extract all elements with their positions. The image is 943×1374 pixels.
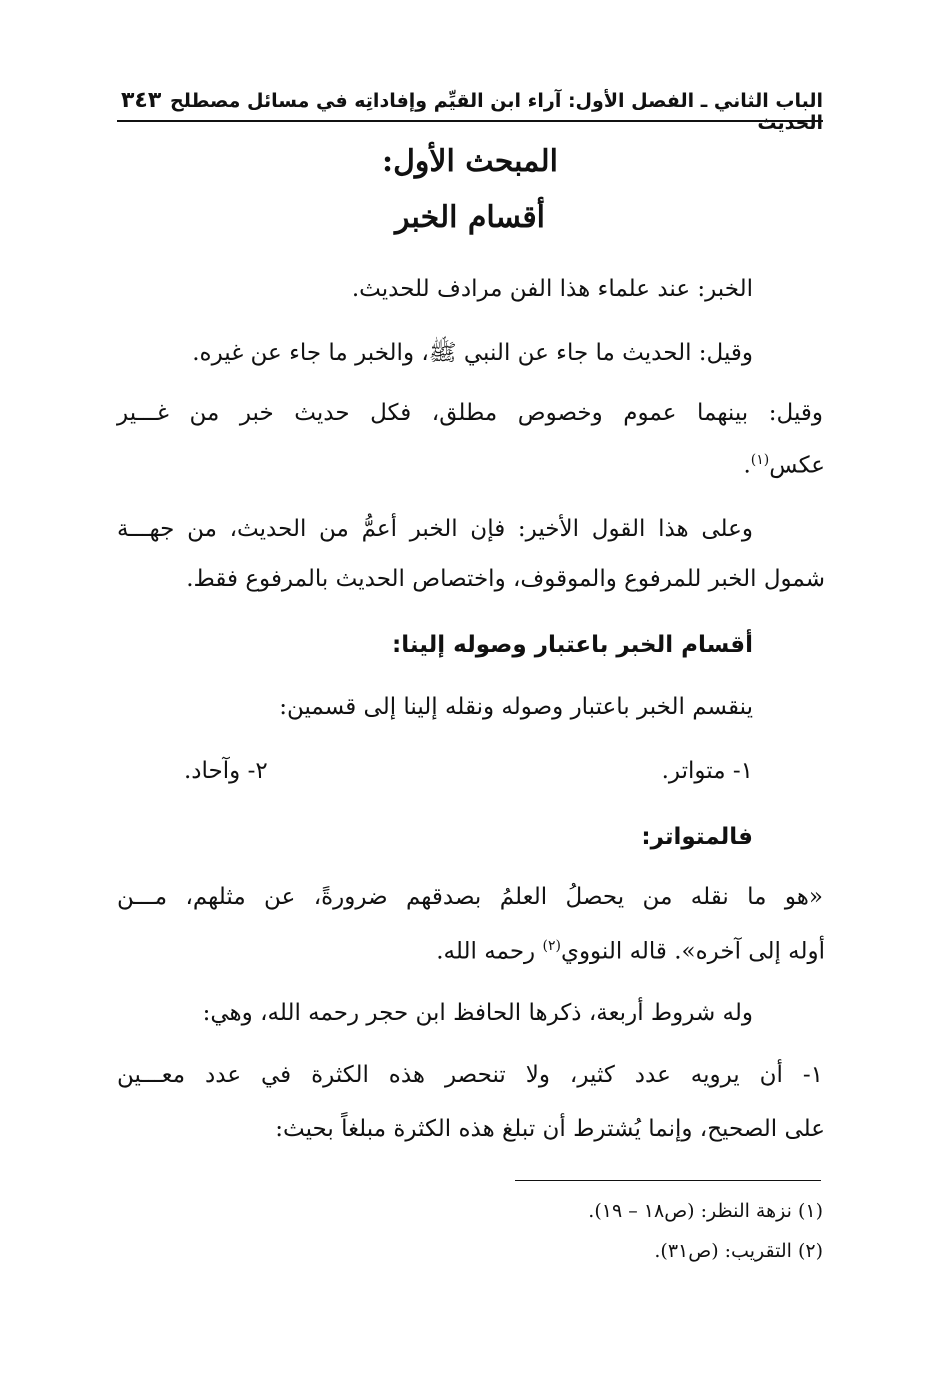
- mutawatir-definition-line-2: [436, 938, 825, 965]
- footnote-separator: [515, 1180, 821, 1181]
- paragraph-1: الخبر: عند علماء هذا الفن مرادف للحديث.: [351, 276, 753, 302]
- mutawatir-heading: فالمتواتر:: [641, 824, 753, 850]
- division-item-2: ٢- وآحاد.: [184, 758, 268, 784]
- conditions-intro: وله شروط أربعة، ذكرها الحافظ ابن حجر رحمه الله، وهي:: [202, 1000, 753, 1026]
- divisions-intro: ينقسم الخبر باعتبار وصوله ونقله إلينا إلى قسمين:: [279, 694, 753, 720]
- running-header: [117, 86, 823, 134]
- paragraph-3-line-2: [743, 452, 825, 479]
- paragraph-4-line-2: شمول الخبر للمرفوع والموقوف، واختصاص الحديث بالمرفوع فقط.: [186, 566, 825, 592]
- paragraph-3-end: .: [743, 452, 751, 479]
- header-title: الباب الثاني ـ الفصل الأول: آراء ابن القيِّم وإفاداتِه في مسائل مصطلح الحديث: [170, 90, 823, 134]
- paragraph-4-line-1: وعلى هذا القول الأخير: فإن الخبر أعمُّ من الحديث، من جهـــة: [117, 516, 753, 542]
- paragraph-2: وقيل: الحديث ما جاء عن النبي ﷺ، والخبر ما جاء عن غيره.: [192, 340, 753, 366]
- section-subheading: أقسام الخبر: [394, 200, 546, 235]
- mutawatir-definition-line-1: «هو ما نقله من يحصلُ العلمُ بصدقهم ضرورةً، عن مثلهم، مـــن: [117, 884, 823, 910]
- definition-text: أوله إلى آخره». قاله النووي: [560, 938, 825, 965]
- page-number: ٣٤٣: [121, 88, 162, 113]
- condition-1-line-1: ١- أن يرويه عدد كثير، ولا تنحصر هذه الكثرة في عدد معـــين: [117, 1062, 823, 1088]
- footnote-ref-1: (١): [750, 452, 770, 468]
- divisions-heading: أقسام الخبر باعتبار وصوله إلينا:: [392, 632, 753, 658]
- paragraph-3-line-1: وقيل: بينهما عموم وخصوص مطلق، فكل حديث خبر من غـــير: [117, 400, 823, 426]
- division-item-1: ١- متواتر.: [661, 758, 753, 784]
- footnote-2: (٢) التقريب: (ص٣١).: [654, 1240, 823, 1262]
- section-heading: المبحث الأول:: [382, 144, 558, 179]
- footnote-1: (١) نزهة النظر: (ص١٨ – ١٩).: [588, 1200, 823, 1222]
- condition-1-line-2: على الصحيح، وإنما يُشترط أن تبلغ هذه الكثرة مبلغاً بحيث:: [275, 1116, 825, 1142]
- paragraph-3-text: عكس: [769, 452, 825, 479]
- definition-tail: رحمه الله.: [436, 938, 543, 965]
- footnote-ref-2: (٢): [542, 938, 561, 954]
